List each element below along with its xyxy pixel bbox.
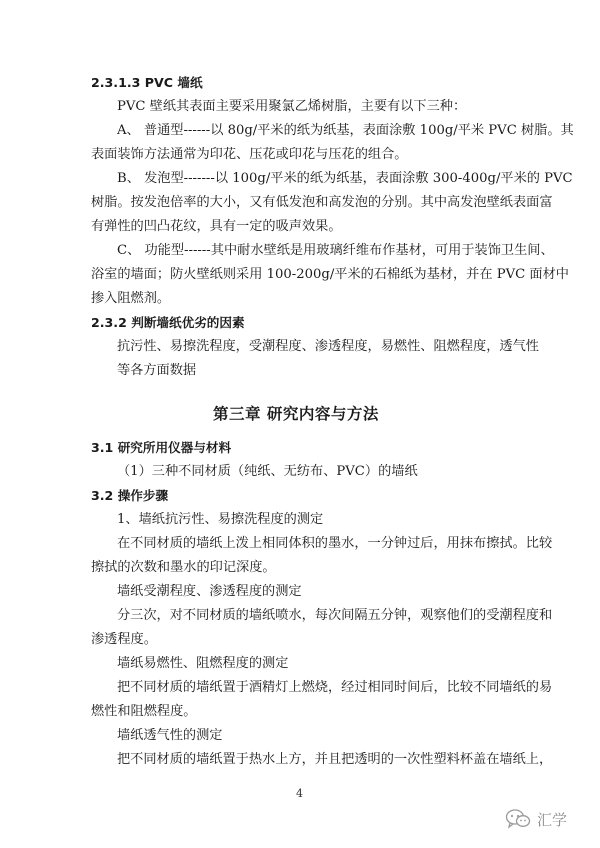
- section-heading-2-3-2: 2.3.2 判断墙纸优劣的因素: [91, 315, 245, 330]
- step-heading: 墙纸透气性的测定: [117, 728, 223, 743]
- paragraph-line: 浴室的墙面；防火壁纸则采用 100-200g/平米的石棉纸为基材，并在 PVC 面材中: [91, 267, 569, 282]
- watermark-label: 汇学: [537, 810, 568, 829]
- paragraph-line: 等各方面数据: [117, 363, 197, 378]
- source-watermark: [505, 806, 567, 832]
- paragraph-line: A、 普通型------以 80g/平米的纸为纸基，表面涂敷 100g/平米 PVC 树脂。其: [117, 123, 574, 138]
- paragraph-line: 有弹性的凹凸花纹，具有一定的吸声效果。: [91, 219, 342, 234]
- step-heading: 墙纸受潮程度、渗透程度的测定: [117, 584, 302, 599]
- paragraph-line: 在不同材质的墙纸上泼上相同体积的墨水，一分钟过后，用抹布擦拭。比较: [117, 536, 553, 551]
- paragraph-line: 擦拭的次数和墨水的印记深度。: [91, 560, 276, 575]
- paragraph-line: 渗透程度。: [91, 632, 157, 647]
- paragraph-line: 把不同材质的墙纸置于热水上方，并且把透明的一次性塑料杯盖在墙纸上，: [117, 752, 553, 767]
- paragraph-line: B、 发泡型-------以 100g/平米的纸为纸基，表面涂敷 300-400g/平米的 PVC: [117, 171, 573, 186]
- paragraph-line: 把不同材质的墙纸置于酒精灯上燃烧，经过相同时间后，比较不同墙纸的易: [117, 680, 553, 695]
- paragraph-line: 表面装饰方法通常为印花、压花或印花与压花的组合。: [91, 147, 408, 162]
- step-heading: 1、墙纸抗污性、易擦洗程度的测定: [117, 512, 324, 527]
- section-heading-3-2: 3.2 操作步骤: [91, 488, 169, 503]
- wechat-logo-icon: [505, 808, 531, 830]
- paragraph-line: 掺入阻燃剂。: [91, 291, 171, 306]
- paragraph-line: C、 功能型------其中耐水壁纸是用玻璃纤维布作基材，可用于装饰卫生间、: [117, 243, 554, 258]
- section-heading-3-1: 3.1 研究所用仪器与材料: [91, 440, 232, 455]
- paragraph-line: 燃性和阻燃程度。: [91, 704, 197, 719]
- paragraph-line: 树脂。按发泡倍率的大小，又有低发泡和高发泡的分别。其中高发泡壁纸表面富: [91, 195, 553, 210]
- list-item: （1）三种不同材质（纯纸、无纺布、PVC）的墙纸: [117, 464, 418, 479]
- section-heading-2-3-1-3: 2.3.1.3 PVC 墙纸: [91, 75, 203, 90]
- step-heading: 墙纸易燃性、阻燃程度的测定: [117, 656, 289, 671]
- paragraph-line: PVC 壁纸其表面主要采用聚氯乙烯树脂，主要有以下三种：: [117, 99, 467, 114]
- paragraph-line: 分三次，对不同材质的墙纸喷水，每次间隔五分钟，观察他们的受潮程度和: [117, 608, 553, 623]
- chapter-title: 第三章 研究内容与方法: [213, 405, 379, 423]
- page-number: 4: [296, 787, 303, 800]
- paragraph-line: 抗污性、易擦洗程度，受潮程度、渗透程度，易燃性、阻燃程度，透气性: [117, 339, 539, 354]
